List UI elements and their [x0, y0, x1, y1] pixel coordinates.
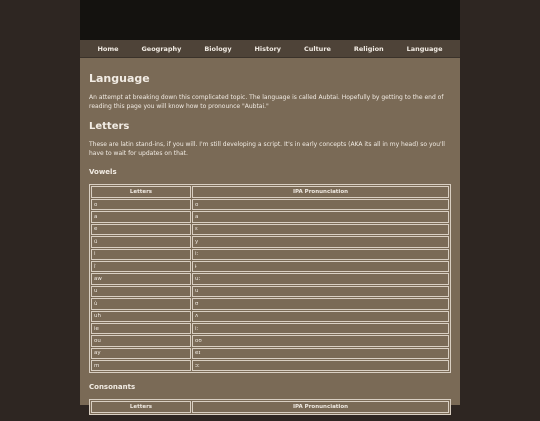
letters-text: These are latin stand-ins, if you will. I'm still developing a script. It's in early concepts (AKA its all in my head) so you'll have to wait for updates on that.: [89, 141, 445, 157]
table-row: [91, 348, 449, 359]
letter-cell: uh: [91, 311, 191, 322]
ipa-cell: oʊ: [192, 335, 449, 346]
ipa-column-header: IPA Pronunciation: [192, 186, 449, 198]
nav-history[interactable]: History: [254, 44, 282, 53]
ipa-cell: iː: [192, 249, 449, 260]
ipa-cell: ɔː: [192, 360, 449, 371]
vowels-table-body: [91, 199, 449, 371]
ipa-cell: ɛ: [192, 224, 449, 235]
ipa-cell: uː: [192, 273, 449, 284]
letter-cell: ù: [91, 298, 191, 309]
letter-cell: m: [91, 360, 191, 371]
table-row: [91, 360, 449, 371]
nav-home[interactable]: Home: [97, 44, 119, 53]
ipa-cell: ʌ: [192, 311, 449, 322]
main-content: [80, 58, 460, 421]
table-row: [91, 273, 449, 284]
ipa-cell: eɪ: [192, 348, 449, 359]
letter-cell: e: [91, 224, 191, 235]
page-container: [80, 0, 460, 411]
ipa-cell: u: [192, 286, 449, 297]
letter-cell: ou: [91, 335, 191, 346]
table-row: [91, 261, 449, 272]
letter-cell: ü: [91, 236, 191, 247]
nav-language[interactable]: Language: [406, 44, 443, 53]
table-row: [91, 199, 449, 210]
letters-heading: Letters: [89, 121, 130, 132]
table-row: [91, 311, 449, 322]
letter-cell: a: [91, 211, 191, 222]
header-banner: [80, 0, 460, 40]
letter-cell: aw: [91, 273, 191, 284]
letter-cell: ay: [91, 348, 191, 359]
ipa-cell: a: [192, 211, 449, 222]
nav-culture[interactable]: Culture: [303, 44, 331, 53]
consonants-table: [89, 399, 451, 415]
ipa-cell: o: [192, 199, 449, 210]
table-row: [91, 286, 449, 297]
vowels-header-row: [91, 186, 449, 198]
ipa-cell: y: [192, 236, 449, 247]
letter-cell: o: [91, 199, 191, 210]
letter-cell: u: [91, 286, 191, 297]
letters-column-header: Letters: [91, 401, 191, 413]
letters-column-header: Letters: [91, 186, 191, 198]
vowels-table: [89, 184, 451, 373]
main-nav: [80, 40, 460, 58]
letter-cell: i: [91, 249, 191, 260]
table-row: [91, 224, 449, 235]
nav-religion[interactable]: Religion: [353, 44, 384, 53]
consonants-heading: Consonants: [89, 383, 136, 392]
table-row: [91, 323, 449, 334]
table-row: [91, 236, 449, 247]
table-row: [91, 298, 449, 309]
ipa-cell: iː: [192, 323, 449, 334]
ipa-cell: ʊ: [192, 298, 449, 309]
ipa-column-header: IPA Pronunciation: [192, 401, 449, 413]
table-row: [91, 211, 449, 222]
nav-geography[interactable]: Geography: [141, 44, 182, 53]
page-title: Language: [89, 72, 150, 85]
table-row: [91, 249, 449, 260]
letter-cell: î: [91, 261, 191, 272]
ipa-cell: ɨ: [192, 261, 449, 272]
letter-cell: ie: [91, 323, 191, 334]
nav-biology[interactable]: Biology: [204, 44, 232, 53]
table-row: [91, 335, 449, 346]
intro-text: An attempt at breaking down this complicated topic. The language is called Aubtai. Hopefully by getting to the end of reading this page you will know how to pronounce "Aubtai.": [89, 94, 444, 110]
consonants-header-row: [91, 401, 449, 413]
vowels-heading: Vowels: [89, 168, 117, 176]
